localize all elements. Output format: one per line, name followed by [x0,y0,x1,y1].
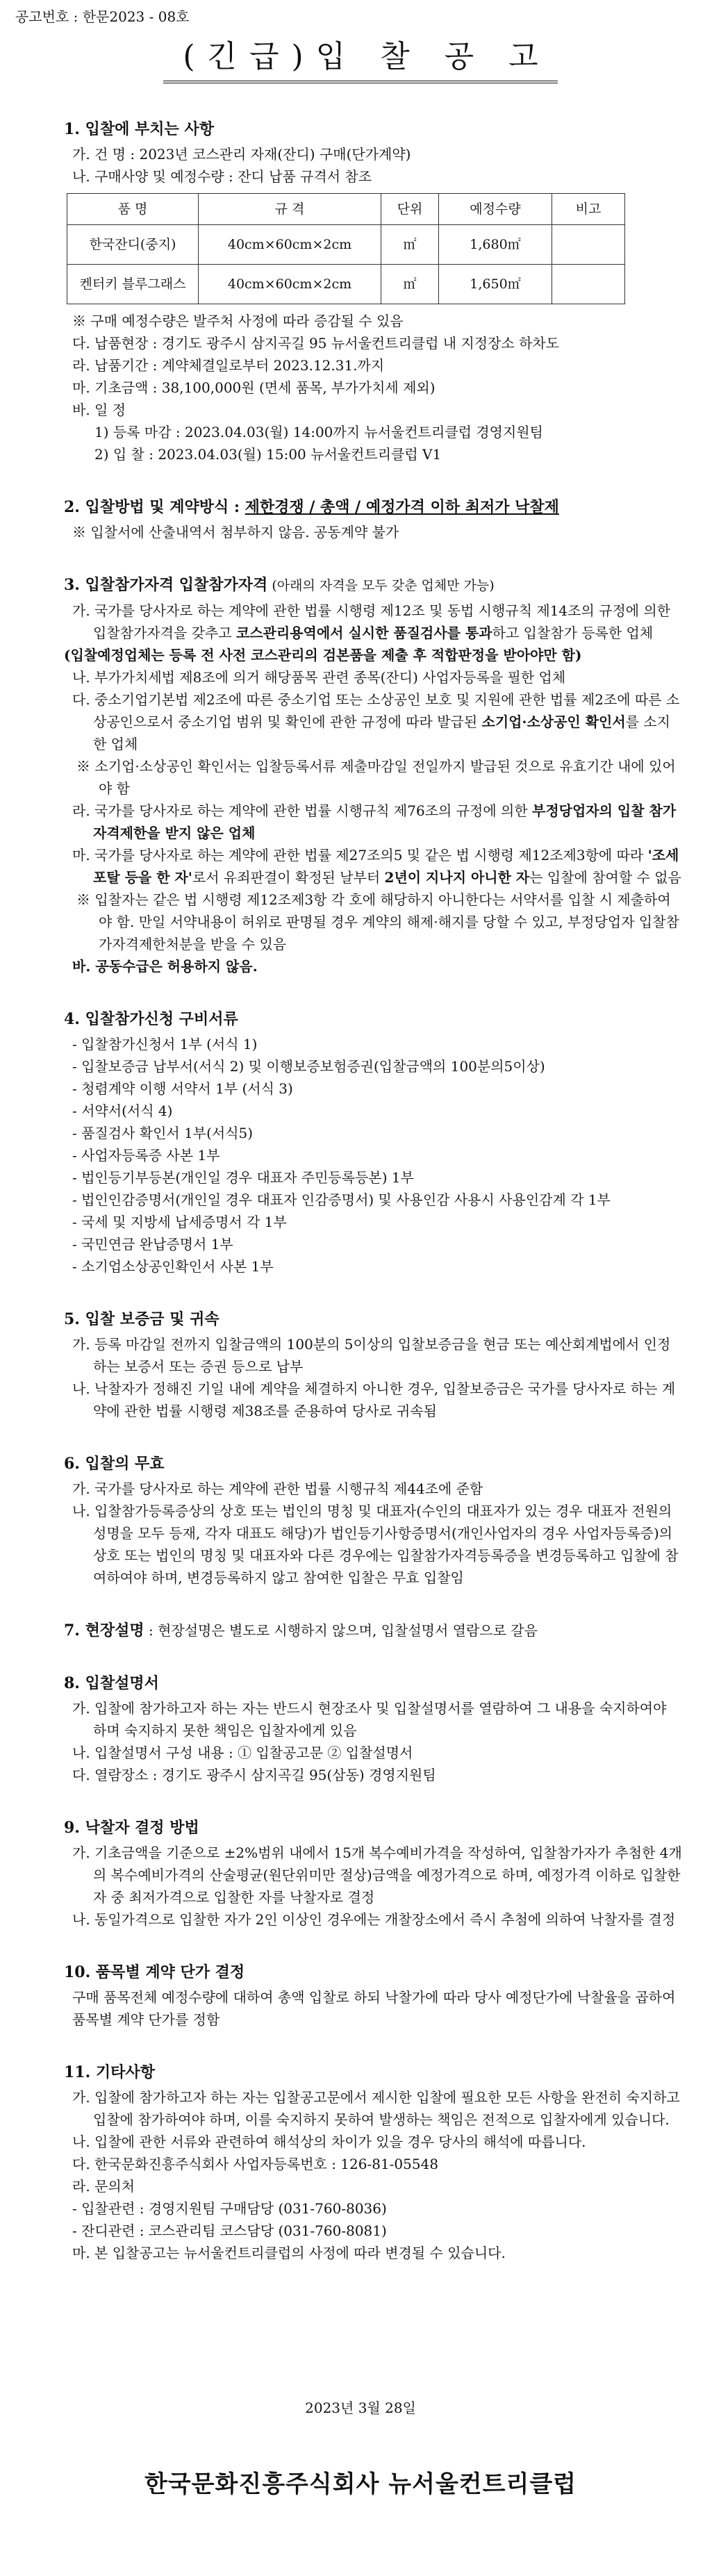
s2-note: ※ 입찰서에 산출내역서 첨부하지 않음. 공동계약 불가 [72,524,399,540]
s3-ga-paren: (입찰예정업체는 등록 전 사전 코스관리의 검본품을 제출 후 적합판정을 받아야만 함) [64,647,582,663]
issuer-name: 한국문화진흥주식회사 뉴서울컨트리클럽 [144,2470,577,2498]
s1-item-ga: 가. 건 명 : 2023년 코스관리 자재(잔디) 구매(단가계약) [72,146,411,163]
s1-item-ra: 라. 납품기간 : 계약체결일로부터 2023.12.31.까지 [72,357,385,374]
table-cell: 40cm×60cm×2cm [199,225,381,265]
s3-ga-bold: 코스관리용역에서 실시한 품질검사를 통과 [235,625,492,641]
s1-item-ma: 마. 기초금액 : 38,100,000원 (면세 품목, 부가가치세 제외) [72,379,436,396]
table-header: 예정수량 [439,194,552,225]
list-item: - 입찰보증금 납부서(서식 2) 및 이행보증보험증권(입찰금액의 100분의5이상) [72,1058,545,1075]
table-cell [552,225,625,265]
notice-number: 공고번호 : 한문2023 - 08호 [15,8,190,25]
list-item: - 국민연금 완납증명서 1부 [72,1236,233,1253]
table-cell: 켄터키 블루그래스 [67,265,199,304]
s3-item-da [64,688,682,755]
s3-ra-text-1: 라. 국가를 당사자로 하는 계약에 관한 법률 시행규칙 제76조의 규정에 의한 [72,802,533,819]
section-2-title [64,496,682,518]
s3-item-ra [64,800,682,844]
section-7-title-main: 7. 현장설명 [64,1621,144,1640]
section-11-title: 11. 기타사항 [64,2063,155,2081]
section-4-title: 4. 입찰참가신청 구비서류 [64,1010,238,1028]
table-cell: ㎡ [381,225,439,265]
s11-item-ga: 가. 입찰에 참가하고자 하는 자는 입찰공고문에서 제시한 입찰에 필요한 모든 사항을 완전히 숙지하고 입찰에 참가하여야 하며, 이를 숙지하지 못하여 발생하는 책임은 전적으로 입찰자에게 있습니다. [72,2089,680,2128]
s5-item-na: 나. 낙찰자가 정해진 기일 내에 계약을 체결하지 아니한 경우, 입찰보증금은 국가를 당사자로 하는 계약에 관한 법률 시행령 제38조를 준용하여 당사로 귀속됨 [72,1380,676,1419]
s3-da-text-1: 다. 중소기업기본법 제2조에 따른 중소기업 또는 소상공인 보호 및 지원에 관한 법률 제2조에 따른 소상공인으로서 중소기업 범위 및 확인에 관한 규정에 따라 발급된 [72,691,680,730]
section-7-title [64,1619,682,1642]
table-cell: 1,650㎡ [439,265,552,304]
table-header: 비고 [552,194,625,225]
s1-item-ba: 바. 일 정 [72,402,126,418]
list-item: - 청렴계약 이행 서약서 1부 (서식 3) [72,1080,293,1097]
s1-schedule-2: 2) 입 찰 : 2023.04.03(월) 15:00 뉴서울컨트리클럽 V1 [94,446,442,463]
s3-ga-text-1: 가. 국가를 당사자로 하는 계약에 관한 법률 시행령 제12조 및 동법 시행규칙 제14조의 규정에 의한 입찰참가자격을 갖추고 [72,602,671,641]
s1-note: ※ 구매 예정수량은 발주처 사정에 따라 증감될 수 있음 [72,313,404,329]
s6-item-ga: 가. 국가를 당사자로 하는 계약에 관한 법률 시행규칙 제44조에 준함 [72,1480,483,1497]
s3-ga-text-2: 하고 입찰참가 등록한 업체 [492,625,654,641]
table-cell: 1,680㎡ [439,225,552,265]
s3-ma-text-3: 는 입찰에 참여할 수 없음 [529,869,681,886]
s11-item-ma: 마. 본 입찰공고는 뉴서울컨트리클럽의 사정에 따라 변경될 수 있습니다. [72,2245,506,2261]
s8-item-ga: 가. 입찰에 참가하고자 하는 자는 반드시 현장조사 및 입찰설명서를 열람하여 그 내용을 숙지하여야 하며 숙지하지 못한 책임은 입찰자에게 있음 [72,1700,667,1739]
list-item: - 사업자등록증 사본 1부 [72,1147,220,1164]
section-3-title [64,574,682,597]
notice-body [64,118,682,2264]
section-3-title-main: 3. 입찰참가자격 입찰참가자격 [64,576,268,594]
s11-item-ra: 라. 문의처 [72,2178,135,2195]
table-row [67,225,625,265]
s3-ma-quote: '조세포탈 등을 한 자' [93,847,679,886]
s8-item-da: 다. 열람장소 : 경기도 광주시 삼지곡길 95(삼동) 경영지원팀 [72,1767,436,1783]
s1-item-da: 다. 납품현장 : 경기도 광주시 삼지곡길 95 뉴서울컨트리클럽 내 지정장소 하차도 [72,335,560,352]
s11-item-na: 나. 입찰에 관한 서류와 관련하여 해석상의 차이가 있을 경우 당사의 해석에 따릅니다. [72,2133,586,2150]
list-item: - 법인인감증명서(개인일 경우 대표자 인감증명서) 및 사용인감 사용시 사용인감계 각 1부 [72,1191,611,1208]
document-title: (긴급)입 찰 공 고 [163,35,557,83]
s3-item-ba: 바. 공동수급은 허용하지 않음. [72,958,258,975]
s6-item-na: 나. 입찰참가등록증상의 상호 또는 법인의 명칭 및 대표자(수인의 대표자가 있는 경우 대표자 전원의 성명을 모두 등재, 각자 대표도 해당)가 법인등기사항증명서(개인사업자의 경우 사업자등록증)의 상호 또는 법인의 명칭 및 대표자와 다른 경우에는 입찰참가자격등록증을 변경등록하고 입찰에 참여하여야 하며, 변경등록하지 않고 참여한 입찰은 무효 입찰임 [72,1503,679,1586]
s1-item-na: 나. 구매사양 및 예정수량 : 잔디 납품 규격서 참조 [72,168,372,185]
spec-table-header-row [67,194,625,225]
section-9-title: 9. 낙찰자 결정 방법 [64,1819,199,1837]
section-2-title-prefix: 2. 입찰방법 및 계약방식 : [64,498,245,516]
section-8-title: 8. 입찰설명서 [64,1674,159,1692]
s10-text: 구매 품목전체 예정수량에 대하여 총액 입찰로 하되 낙찰가에 따라 당사 예정단가에 낙찰율을 곱하여 품목별 계약 단가를 정함 [72,1989,676,2028]
table-header: 규 격 [199,194,381,225]
s3-da-text-2: 를 소지한 업체 [93,713,671,752]
s3-ma-text-2: 로서 유죄판결이 확정된 날부터 [192,869,385,886]
table-cell: 한국잔디(중지) [67,225,199,265]
s3-ma-note: ※ 입찰자는 같은 법 시행령 제12조제3항 각 호에 해당하지 아니한다는 서약서를 입찰 시 제출하여야 함. 만일 서약내용이 허위로 판명될 경우 계약의 해제·해지를 당할 수 있고, 부정당업자 입찰참가자격제한처분을 받을 수 있음 [76,891,679,952]
section-7-text: : 현장설명은 별도로 시행하지 않으며, 입찰설명서 열람으로 갈음 [144,1622,538,1639]
list-item: - 소기업소상공인확인서 사본 1부 [72,1258,274,1275]
list-item: - 서약서(서식 4) [72,1103,173,1119]
s9-item-na: 나. 동일가격으로 입찰한 자가 2인 이상인 경우에는 개찰장소에서 즉시 추첨에 의하여 낙찰자를 결정 [72,1911,676,1928]
section-6-title: 6. 입찰의 무효 [64,1455,165,1473]
s3-item-ma [64,844,682,889]
s3-ma-bold: 2년이 지나지 아니한 자 [384,869,530,886]
s11-contact-2: - 잔디관련 : 코스관리팀 코스담당 (031-760-8081) [72,2222,387,2239]
table-header: 품 명 [67,194,199,225]
list-item: - 국세 및 지방세 납세증명서 각 1부 [72,1214,287,1230]
table-row [67,265,625,304]
list-item: - 법인등기부등본(개인일 경우 대표자 주민등록등본) 1부 [72,1169,414,1186]
s9-item-ga: 가. 기초금액을 기준으로 ±2%범위 내에서 15개 복수예비가격을 작성하여, 입찰참가자가 추첨한 4개의 복수예비가격의 산술평균(원단위미만 절상)금액을 예정가격으로 하며, 예정가격 이하로 입찰한 자 중 최저가격으로 입찰한 자를 낙찰자로 결정 [72,1844,682,1906]
section-2-method: 제한경쟁 / 총액 / 예정가격 이하 최저가 낙찰제 [245,498,559,516]
s3-item-na: 나. 부가가치세법 제8조에 의거 해당품목 관련 종목(잔디) 사업자등록을 필한 업체 [72,669,566,686]
notice-date: 2023년 3월 28일 [305,2400,416,2416]
s11-item-da: 다. 한국문화진흥주식회사 사업자등록번호 : 126-81-05548 [72,2156,439,2172]
s3-item-ga [64,600,682,644]
s3-da-bold: 소기업·소상공인 확인서 [481,713,626,730]
table-header: 단위 [381,194,439,225]
title-block [0,35,721,83]
table-cell: 40cm×60cm×2cm [199,265,381,304]
table-cell [552,265,625,304]
section-3-title-suffix: (아래의 자격을 모두 갖춘 업체만 가능) [267,578,495,593]
s3-ma-text-1: 마. 국가를 당사자로 하는 계약에 관한 법률 제27조의5 및 같은 법 시행령 제12조제3항에 따라 [72,847,648,864]
section-10-title: 10. 품목별 계약 단가 결정 [64,1963,245,1981]
s1-schedule-1: 1) 등록 마감 : 2023.04.03(월) 14:00까지 뉴서울컨트리클럽 경영지원팀 [94,424,543,440]
s11-contact-1: - 입찰관련 : 경영지원팀 구매담당 (031-760-8036) [72,2200,387,2217]
section-1-title: 1. 입찰에 부치는 사항 [64,120,214,138]
s3-da-note: ※ 소기업·소상공인 확인서는 입찰등록서류 제출마감일 전일까지 발급된 것으로 유효기간 내에 있어야 함 [76,758,676,797]
list-item: - 품질검사 확인서 1부(서식5) [72,1125,254,1141]
section-5-title: 5. 입찰 보증금 및 귀속 [64,1310,219,1328]
spec-table [67,193,625,304]
table-cell: ㎡ [381,265,439,304]
list-item: - 입찰참가신청서 1부 (서식 1) [72,1036,258,1052]
s8-item-na: 나. 입찰설명서 구성 내용 : ① 입찰공고문 ② 입찰설명서 [72,1744,413,1761]
s5-item-ga: 가. 등록 마감일 전까지 입찰금액의 100분의 5이상의 입찰보증금을 현금 또는 예산회계법에서 인정하는 보증서 또는 증권 등으로 납부 [72,1336,671,1375]
s3-ra-bold: 부정당업자의 입찰 참가 자격제한을 받지 않은 업체 [93,802,677,841]
